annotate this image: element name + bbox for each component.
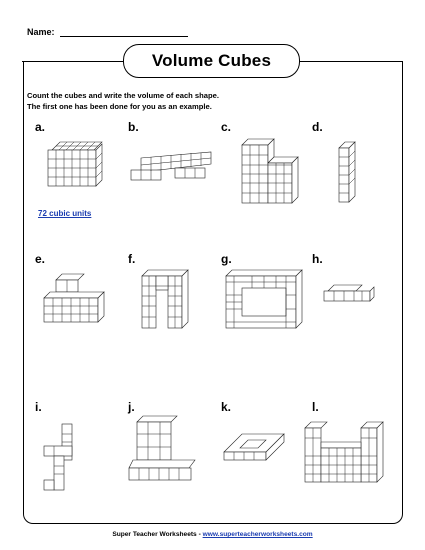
problem-label-j: j. [128, 400, 135, 414]
problem-label-k: k. [221, 400, 232, 414]
page-title: Volume Cubes [123, 44, 300, 78]
cube-figure-d [335, 140, 360, 205]
instruction-line-2: The first one has been done for you as an example. [27, 102, 212, 111]
problem-label-e: e. [35, 252, 46, 266]
problem-label-f: f. [128, 252, 136, 266]
problem-label-g: g. [221, 252, 232, 266]
cube-figure-e [40, 270, 110, 325]
name-field-row [27, 27, 188, 37]
problem-label-a: a. [35, 120, 46, 134]
name-label: Name: [27, 27, 55, 37]
problem-label-i: i. [35, 400, 42, 414]
answer-a[interactable]: 72 cubic units [38, 209, 92, 218]
problem-label-l: l. [312, 400, 319, 414]
cube-figure-l [303, 420, 388, 485]
cube-figure-a [40, 140, 110, 190]
cube-figure-b [127, 150, 217, 185]
cube-figure-g [222, 268, 307, 333]
problem-label-b: b. [128, 120, 139, 134]
cube-figure-j [127, 412, 202, 484]
cube-figure-f [138, 268, 193, 330]
problem-label-c: c. [221, 120, 232, 134]
footer [0, 531, 425, 538]
problem-label-h: h. [312, 252, 323, 266]
instruction-line-1: Count the cubes and write the volume of each shape. [27, 91, 219, 100]
cube-figure-c [238, 135, 303, 205]
cube-figure-h [322, 283, 377, 305]
cube-figure-i [40, 418, 85, 493]
footer-link[interactable]: www.superteacherworksheets.com [202, 531, 313, 538]
problem-label-d: d. [312, 120, 323, 134]
footer-separator: - [196, 531, 203, 538]
footer-text: Super Teacher Worksheets [112, 531, 197, 538]
cube-figure-k [222, 432, 287, 464]
name-blank-line[interactable] [60, 36, 188, 37]
